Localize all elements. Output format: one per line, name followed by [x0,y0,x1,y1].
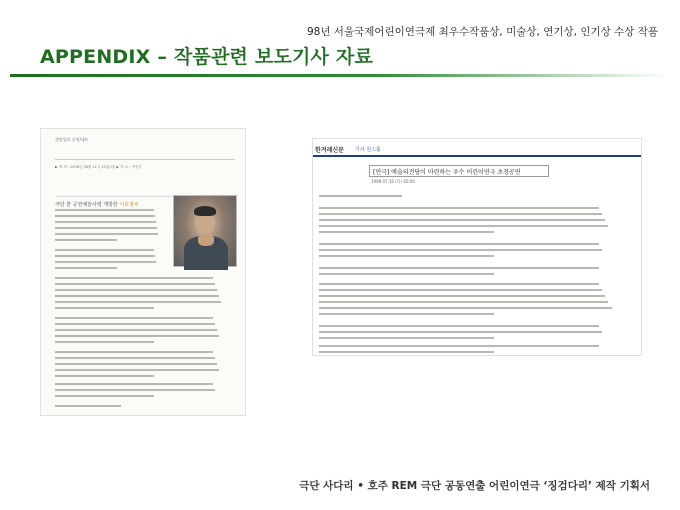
text-line [319,219,605,221]
text-line [319,295,605,297]
clipping-divider [55,159,235,160]
text-line [319,213,602,215]
text-line [319,273,494,275]
text-line [55,249,154,251]
text-line [319,231,494,233]
text-line [319,337,494,339]
text-line [55,295,219,297]
text-line [55,233,158,235]
text-line [319,301,608,303]
text-line [55,261,156,263]
text-line [319,195,402,197]
title-underline [10,74,670,77]
photo-hands [198,234,214,246]
text-line [319,313,494,315]
slide-title: APPENDIX – 작품관련 보도기사 자료 [40,46,374,68]
clipping-headline-name: 이호영씨 [119,202,139,208]
section-link[interactable]: 기사 원스톱 [355,147,381,153]
text-line [55,221,156,223]
text-line [55,335,219,337]
clipping-headline [55,201,139,208]
text-line [319,307,612,309]
clipping-source: 정암일보 공연/네트 [55,137,89,142]
photo-hair [194,206,216,216]
clipping-headline-text: 극단 한 공연예술사령 개방한 [55,202,118,208]
text-line [55,383,213,385]
text-line [55,363,217,365]
text-line [55,289,217,291]
text-line [319,267,599,269]
text-line [319,331,602,333]
text-line [55,255,155,257]
text-line [55,341,154,343]
text-line [55,375,154,377]
text-line [55,307,154,309]
text-line [55,215,155,217]
text-line [319,225,608,227]
text-line [319,351,494,353]
text-line [55,283,215,285]
newspaper-name: 한겨레신문 [315,147,344,154]
text-line [55,317,213,319]
text-line [55,277,213,279]
text-line [319,255,494,257]
text-line [55,351,213,353]
text-line [55,267,117,269]
news-clipping-left [40,128,246,416]
text-line [319,289,602,291]
portrait-photo [173,195,237,267]
text-line [55,209,154,211]
text-line [55,301,221,303]
text-line [55,323,215,325]
text-line [319,207,599,209]
text-line [55,227,157,229]
slide-subtitle: 98년 서울국제어린이연극제 최우수작품상, 미술상, 연기상, 인기상 수상 작품 [306,26,658,38]
text-line [55,239,117,241]
text-line [55,369,219,371]
text-line [319,243,599,245]
text-line [319,249,602,251]
article-date: 1999.07.16 (목) 00:00 [371,179,415,184]
news-clipping-right [312,138,642,356]
text-line [55,395,154,397]
text-line [55,329,217,331]
text-line [319,345,599,347]
text-line [55,405,121,407]
text-line [319,325,599,327]
newspaper-header-bar [313,155,642,157]
text-line [55,389,215,391]
clipping-meta: ▶ 게 재 : 2008년 08월 11일 20일(화) ▶ 자 료 : 정영식 [55,165,142,169]
slide-footer: 극단 사다리 • 호주 REM 극단 공동연출 어린이연극 ‘징검다리’ 제작 기획서 [299,480,650,492]
text-line [319,283,599,285]
article-headline: [연극] 예술의전당이 마련하는 우수 어린이연극 초청공연 [373,169,521,176]
text-line [55,357,215,359]
